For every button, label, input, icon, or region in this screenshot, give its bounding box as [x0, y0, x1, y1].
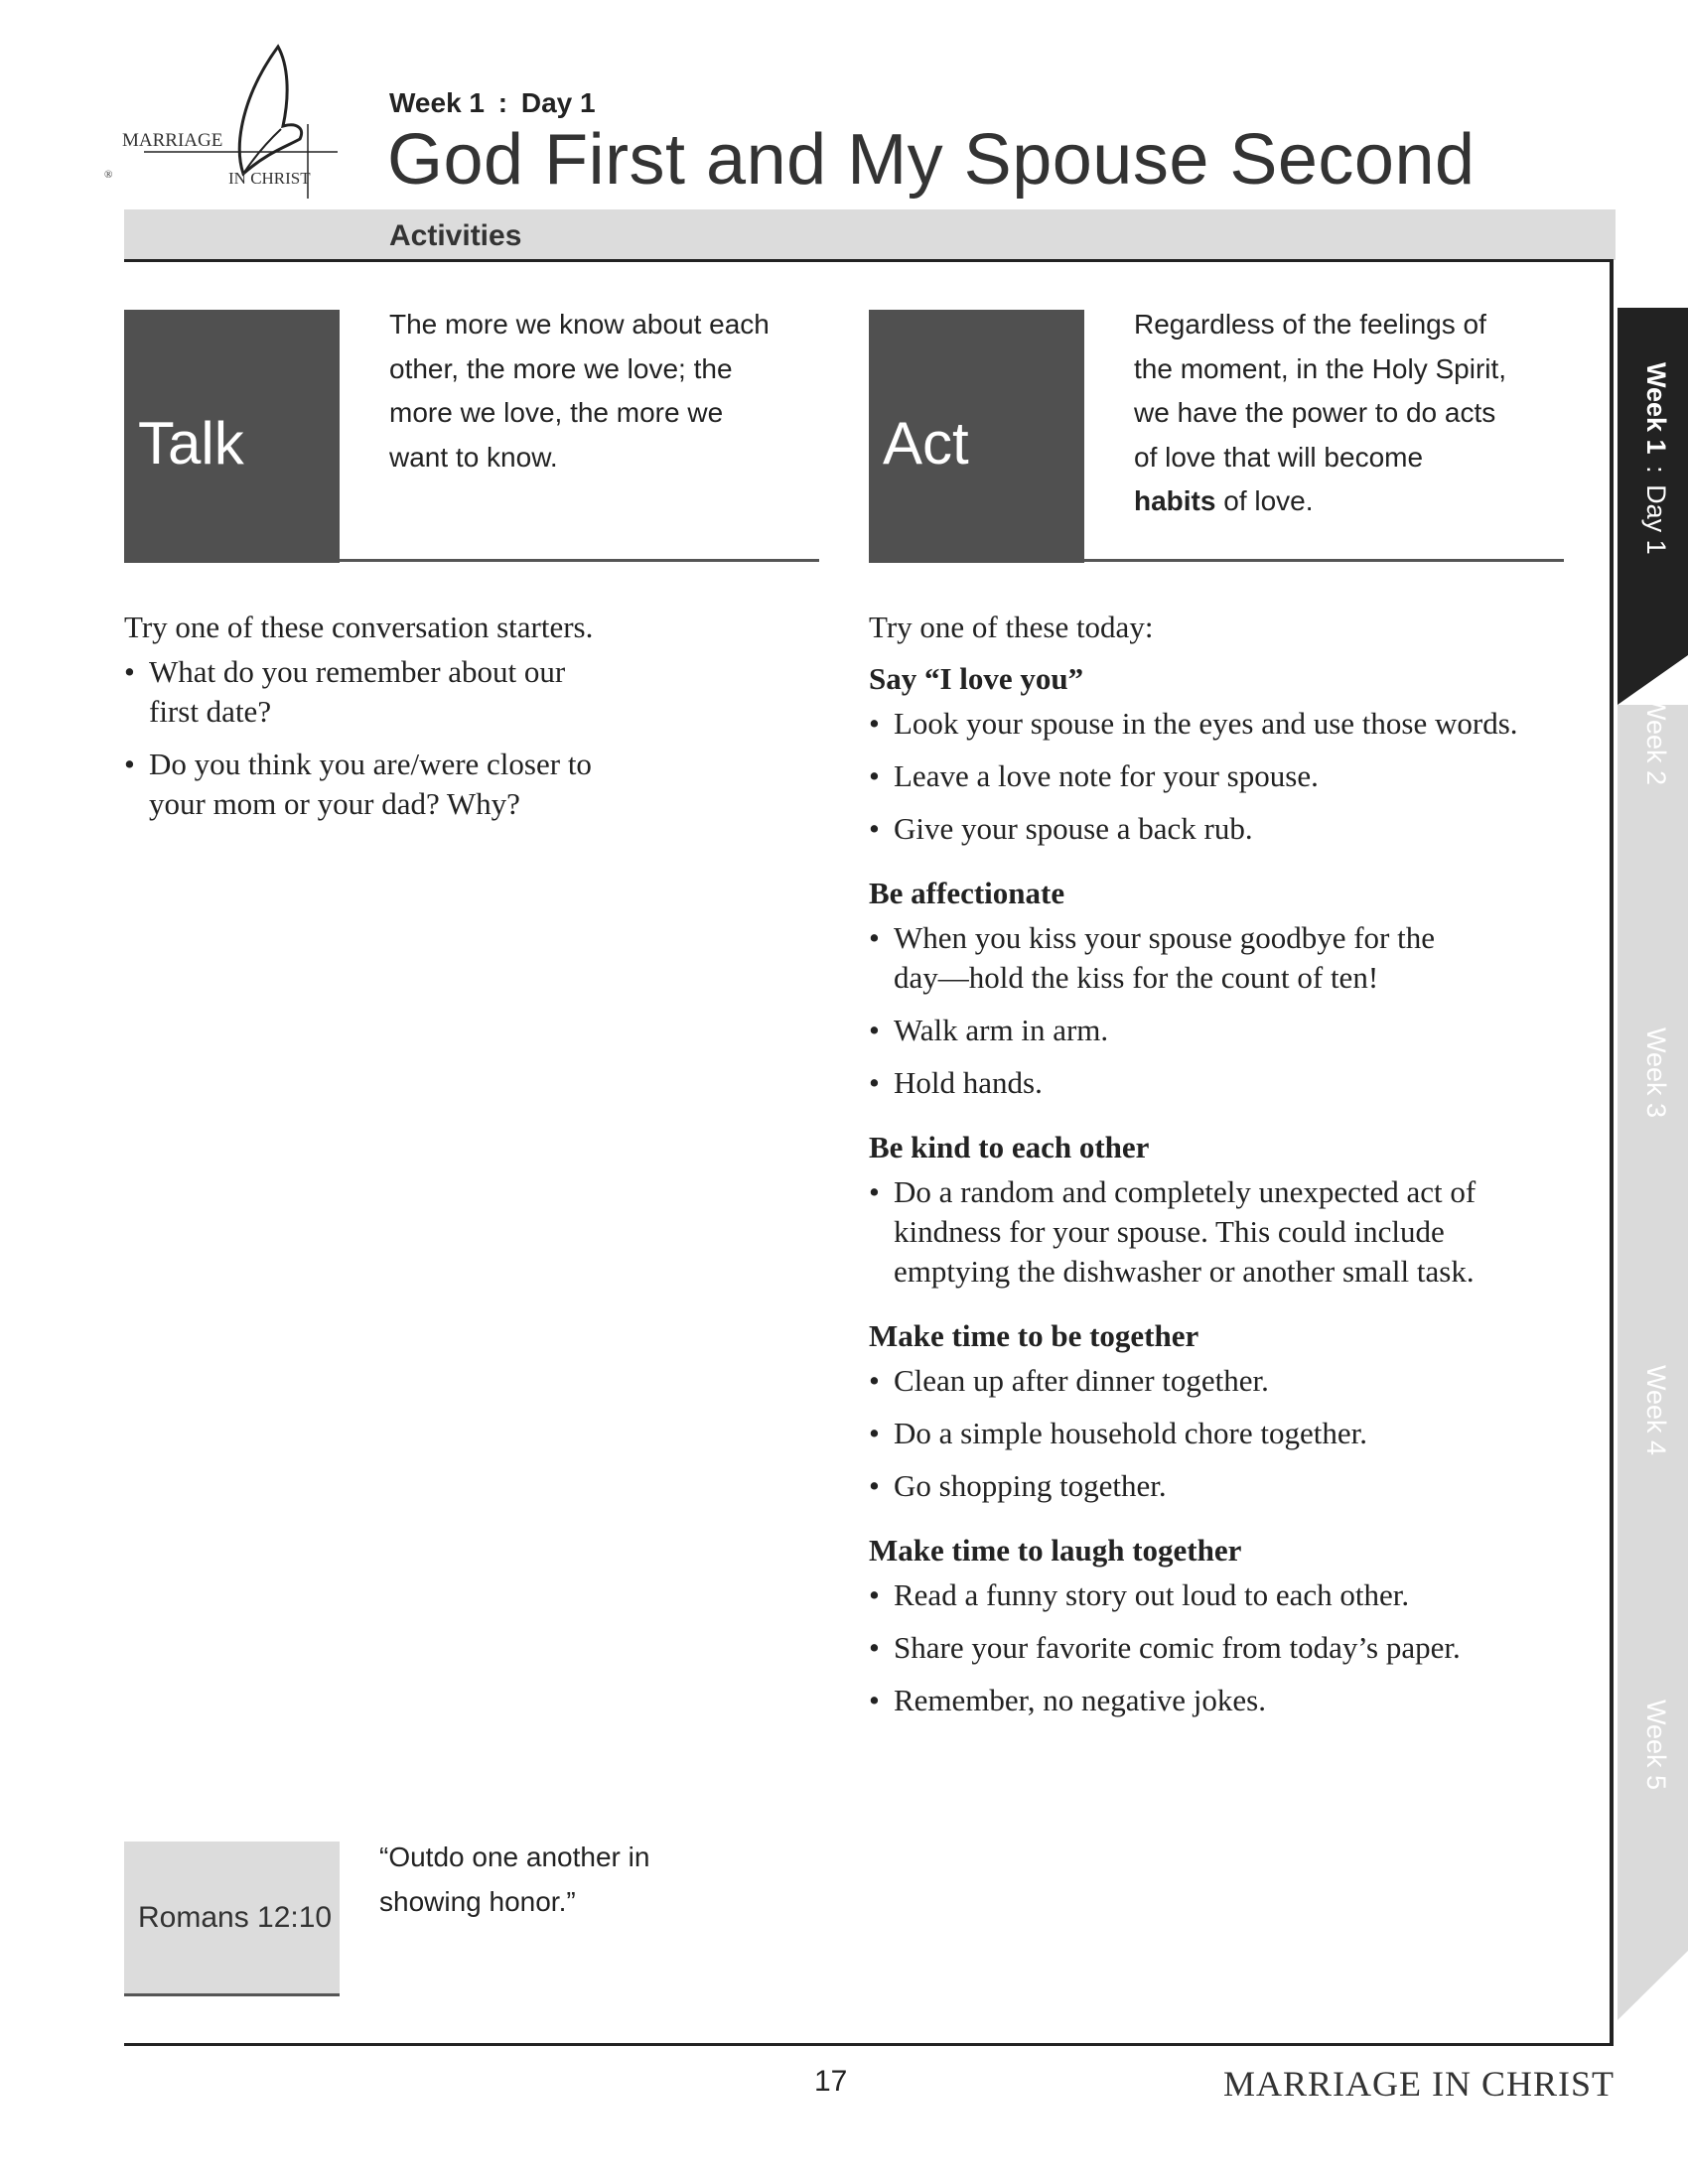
list-item: • Do you think you are/were closer to your mom or your dad? Why? — [124, 745, 611, 824]
group-heading: Be affectionate — [869, 876, 1065, 910]
act-box — [869, 310, 1084, 563]
act-group-list — [869, 1172, 1484, 1292]
scripture-reference: Romans 12:10 — [138, 1901, 333, 1934]
registered-mark: ® — [104, 169, 113, 181]
list-item: • Leave a love note for your spouse. — [869, 756, 1544, 796]
talk-intro: The more we know about each other, the more we love; the more we love, the more we want to know. — [389, 309, 770, 473]
list-item: • Remember, no negative jokes. — [869, 1681, 1544, 1720]
talk-list-intro: Try one of these conversation starters. — [124, 610, 594, 644]
act-intro-bold: habits — [1134, 485, 1216, 516]
group-heading: Be kind to each other — [869, 1130, 1150, 1164]
list-item: • Give your spouse a back rub. — [869, 809, 1544, 849]
act-rule — [1084, 559, 1564, 562]
group-heading: Make time to laugh together — [869, 1533, 1242, 1568]
act-box-label: Act — [883, 410, 969, 477]
tab-week-2[interactable]: Week 2 — [1641, 695, 1671, 786]
tab-active-day: Day 1 — [1641, 484, 1671, 555]
talk-box — [124, 310, 340, 563]
act-group-list — [869, 918, 1445, 1103]
list-item: • Go shopping together. — [869, 1466, 1544, 1506]
tab-active-week: Week 1 — [1641, 362, 1671, 455]
act-list-intro: Try one of these today: — [869, 610, 1154, 644]
act-intro — [1134, 303, 1511, 524]
header-separator: : — [497, 87, 508, 118]
dove-cross-logo-icon — [94, 35, 343, 204]
list-item: • Share your favorite comic from today’s paper. — [869, 1628, 1544, 1668]
page-number: 17 — [814, 2065, 848, 2098]
tab-active-separator: : — [1641, 466, 1671, 474]
list-item: • Do a random and completely unexpected act of kindness for your spouse. This could include emptying the dishwasher or another small task. — [869, 1172, 1484, 1292]
talk-rule — [340, 559, 819, 562]
act-group-list — [869, 704, 1544, 849]
list-item: • Walk arm in arm. — [869, 1011, 1445, 1050]
list-item: • What do you remember about our first date? — [124, 652, 611, 732]
header-day: Day 1 — [520, 87, 596, 118]
act-group-list — [869, 1575, 1544, 1720]
logo-top-text: MARRIAGE — [122, 130, 223, 151]
talk-list-section — [124, 608, 720, 824]
section-label: Activities — [389, 219, 522, 252]
list-item: • When you kiss your spouse goodbye for the day—hold the kiss for the count of ten! — [869, 918, 1445, 998]
act-intro-end: of love. — [1223, 485, 1314, 516]
group-heading: Make time to be together — [869, 1318, 1199, 1353]
talk-box-label: Talk — [138, 410, 244, 477]
list-item: • Look your spouse in the eyes and use those words. — [869, 704, 1544, 744]
logo-bottom-text: IN CHRIST — [228, 169, 311, 188]
group-heading: Say “I love you” — [869, 661, 1084, 696]
scripture-quote: “Outdo one another in showing honor.” — [379, 1842, 650, 1917]
talk-list — [124, 652, 611, 824]
list-item: • Do a simple household chore together. — [869, 1414, 1544, 1453]
tab-week-3[interactable]: Week 3 — [1641, 1027, 1671, 1119]
scripture-box — [124, 1842, 340, 1995]
week-day-label — [389, 87, 596, 119]
tab-week-1-label — [1640, 362, 1671, 555]
section-bar — [124, 209, 1616, 260]
list-item: • Clean up after dinner together. — [869, 1361, 1544, 1401]
header-week: Week 1 — [389, 87, 485, 118]
act-list-section — [869, 608, 1544, 1720]
list-item: • Read a funny story out loud to each other. — [869, 1575, 1544, 1615]
list-item: • Hold hands. — [869, 1063, 1445, 1103]
scripture-rule — [124, 1993, 340, 1996]
logo — [94, 35, 343, 204]
page-title: God First and My Spouse Second — [387, 120, 1476, 200]
act-group-list — [869, 1361, 1544, 1506]
tab-week-4[interactable]: Week 4 — [1641, 1365, 1671, 1456]
act-intro-text: Regardless of the feelings of the moment, in the Holy Spirit, we have the power to do acts of love that will become — [1134, 309, 1507, 473]
tab-week-5[interactable]: Week 5 — [1641, 1700, 1671, 1791]
footer-brand: MARRIAGE IN CHRIST — [1222, 2064, 1615, 2104]
